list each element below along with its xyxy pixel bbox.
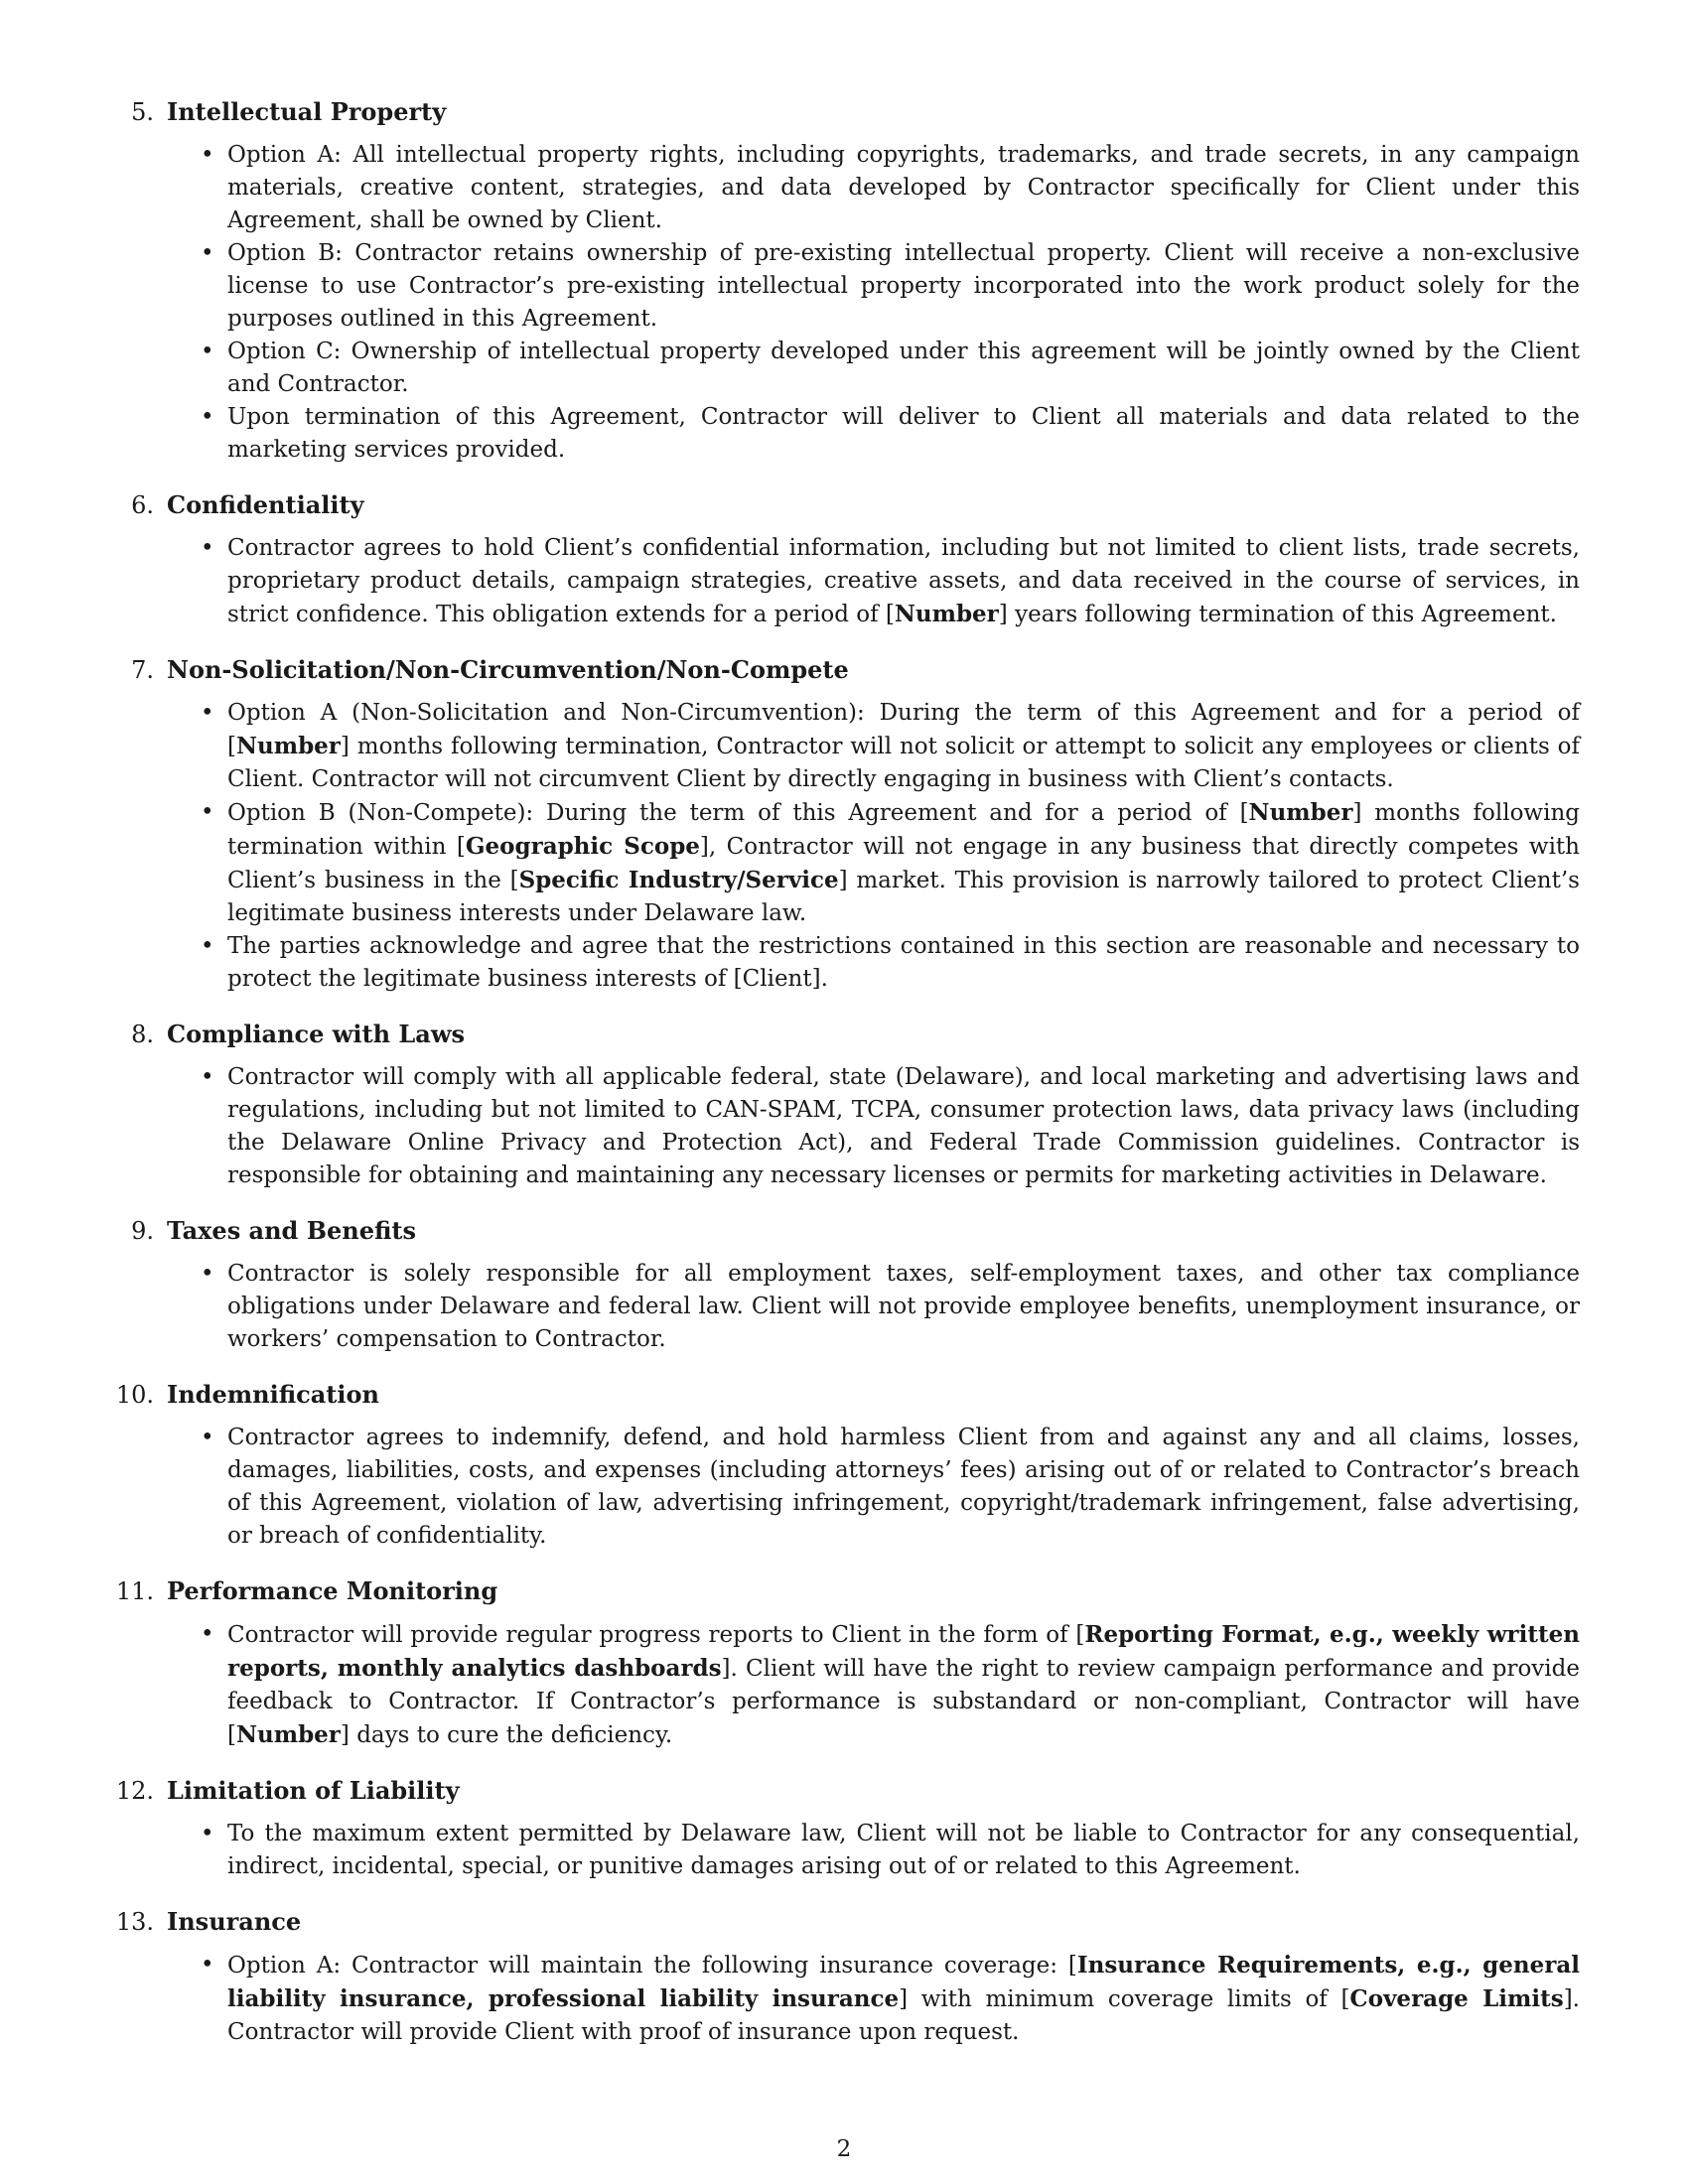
bullet-icon: • [201, 1821, 214, 1846]
clause-text: Option A (Non-Solicitation and Non-Circumvention): During the term of this Agreement and for a period of [ [227, 700, 1580, 759]
section-title: Performance Monitoring [167, 1576, 498, 1605]
placeholder-field: Geographic Scope [465, 833, 700, 860]
bullet-icon: • [201, 240, 214, 266]
clause-text: Contractor agrees to hold Client’s confidential information, including but not limited to client lists, trade secrets, proprietary product details, campaign strategies, creative assets, and data received in the course of services, in strict confidence. This obligation extends for a period of [ [227, 535, 1580, 627]
clause-text: ] months following termination, Contractor will not solicit or attempt to solicit any employees or clients of Client. Contractor will not circumvent Client by directly engaging in business with Client’s contacts. [227, 734, 1580, 792]
section-heading [0, 653, 1688, 687]
section-number: 8. [131, 1021, 154, 1048]
clause-text: ] with minimum coverage limits of [ [899, 1986, 1350, 2012]
clause-text: Option C: Ownership of intellectual property developed under this agreement will be jointly owned by the Client and Contractor. [227, 339, 1580, 397]
placeholder-field: Specific Industry/Service [518, 867, 839, 893]
clause-text: ]. Contractor will provide Client with proof of insurance upon request. [227, 1986, 1580, 2045]
section-title: Indemnification [167, 1380, 379, 1409]
section-title: Intellectual Property [167, 97, 447, 126]
section-number: 13. [115, 1908, 154, 1936]
section-title: Confidentiality [167, 490, 364, 519]
clause-text: To the maximum extent permitted by Delaware law, Client will not be liable to Contractor for any consequential, indirect, incidental, special, or punitive damages arising out of or related to this Agreement. [227, 1821, 1580, 1879]
section-heading [0, 1905, 1688, 1939]
page-number: 2 [836, 2136, 852, 2162]
clause-text: Contractor agrees to indemnify, defend, and hold harmless Client from and against any and all claims, losses, damages, liabilities, costs, and expenses (including attorneys’ fees) arising out of or related to Contractor’s breach of this Agreement, violation of law, advertising infringement, copyright/trademark infringement, false advertising, or breach of confidentiality. [227, 1425, 1580, 1549]
clause-text: Contractor will provide regular progress reports to Client in the form of [ [227, 1622, 1085, 1648]
list-item [201, 532, 1580, 631]
bullet-list [0, 139, 1688, 467]
clause-text: ], Contractor will not engage in any business that directly competes with Client’s business in the [ [227, 834, 1580, 893]
section-number: 9. [131, 1217, 154, 1245]
placeholder-field: Number [1248, 799, 1353, 826]
section-number: 12. [115, 1777, 154, 1805]
bullet-icon: • [201, 700, 214, 726]
section [0, 1378, 1688, 1553]
section-number: 6. [131, 491, 154, 519]
list-item [201, 930, 1580, 996]
bullet-icon: • [201, 1952, 214, 1978]
bullet-icon: • [201, 1621, 214, 1647]
section-number: 11. [115, 1577, 154, 1605]
bullet-icon: • [201, 933, 214, 959]
clause-text: Upon termination of this Agreement, Contractor will deliver to Client all materials and data related to the marketing services provided. [227, 404, 1580, 463]
list-item [201, 1422, 1580, 1553]
list-item [201, 697, 1580, 796]
section [0, 95, 1688, 467]
placeholder-field: Coverage Limits [1349, 1985, 1564, 2012]
section [0, 488, 1688, 631]
list-item [201, 336, 1580, 401]
clause-text: ] months following termination within [ [227, 800, 1581, 860]
list-item [201, 401, 1580, 467]
section-heading [0, 1574, 1688, 1608]
bullet-icon: • [201, 404, 214, 430]
clause-text: ]. Client will have the right to review campaign performance and provide feedback to Contractor. If Contractor’s performance is substandard or non-compliant, Contractor will have [ [227, 1656, 1580, 1748]
section-title: Non-Solicitation/Non-Circumvention/Non-Compete [167, 655, 849, 684]
placeholder-field: Number [894, 601, 999, 627]
section [0, 653, 1688, 996]
list-item [201, 139, 1580, 237]
section-number: 10. [115, 1381, 154, 1409]
bullet-list [0, 1258, 1688, 1356]
section-number: 7. [131, 656, 154, 684]
section [0, 1905, 1688, 2049]
clause-text: Option B (Non-Compete): During the term of this Agreement and for a period of [ [227, 800, 1249, 826]
section [0, 1774, 1688, 1883]
bullet-icon: • [201, 799, 214, 825]
placeholder-field: Reporting Format, e.g., weekly written reports, monthly analytics dashboards [227, 1621, 1581, 1682]
placeholder-field: Number [235, 1721, 341, 1748]
clause-text: Contractor will comply with all applicable federal, state (Delaware), and local marketing and advertising laws and regulations, including but not limited to CAN-SPAM, TCPA, consumer protection laws, data privacy laws (including the Delaware Online Privacy and Protection Act), and Federal Trade Commission guidelines. Contractor is responsible for obtaining and maintaining any necessary licenses or permits for marketing activities in Delaware. [227, 1064, 1580, 1188]
bullet-icon: • [201, 1261, 214, 1287]
clause-text: ] market. This provision is narrowly tailored to protect Client’s legitimate business interests under Delaware law. [227, 868, 1580, 926]
list-item [201, 1818, 1580, 1883]
list-item [201, 237, 1580, 336]
list-item [201, 1618, 1581, 1752]
bullet-icon: • [201, 142, 214, 168]
section [0, 1018, 1688, 1192]
section-number: 5. [131, 98, 154, 126]
section-title: Limitation of Liability [167, 1776, 460, 1805]
bullet-list [0, 1618, 1688, 1752]
clause-text: ] days to cure the deficiency. [340, 1722, 673, 1748]
section-heading [0, 1018, 1688, 1051]
list-item [201, 1258, 1580, 1356]
bullet-icon: • [201, 1425, 214, 1450]
bullet-list [0, 1818, 1688, 1883]
bullet-list [0, 1061, 1688, 1192]
section-title: Compliance with Laws [167, 1020, 466, 1048]
bullet-list [0, 1949, 1688, 2049]
bullet-icon: • [201, 1064, 214, 1090]
section-heading [0, 1214, 1688, 1248]
section-heading [0, 1774, 1688, 1808]
section-title: Insurance [167, 1907, 302, 1936]
bullet-icon: • [201, 339, 214, 364]
section-heading [0, 95, 1688, 129]
bullet-icon: • [201, 535, 214, 561]
section-heading [0, 1378, 1688, 1412]
placeholder-field: Insurance Requirements, e.g., general liability insurance, professional liability insurance [227, 1952, 1580, 2012]
section [0, 1574, 1688, 1752]
clause-text: Option B: Contractor retains ownership of pre-existing intellectual property. Client will receive a non-exclusive license to use Contractor’s pre-existing intellectual property incorporated into the work product solely for the purposes outlined in this Agreement. [227, 240, 1580, 332]
document-page [0, 95, 1688, 2071]
bullet-list [0, 1422, 1688, 1553]
section-title: Taxes and Benefits [167, 1216, 417, 1245]
bullet-list [0, 697, 1688, 996]
bullet-list [0, 532, 1688, 631]
list-item [201, 796, 1581, 930]
section [0, 1214, 1688, 1356]
placeholder-field: Number [235, 733, 341, 759]
list-item [201, 1061, 1580, 1192]
clause-text: The parties acknowledge and agree that the restrictions contained in this section are reasonable and necessary to protect the legitimate business interests of [Client]. [227, 933, 1580, 992]
list-item [201, 1949, 1580, 2049]
clause-text: ] years following termination of this Agreement. [998, 602, 1557, 627]
clause-text: Option A: All intellectual property rights, including copyrights, trademarks, and trade secrets, in any campaign materials, creative content, strategies, and data developed by Contractor specifically for Client under this Agreement, shall be owned by Client. [227, 142, 1580, 233]
clause-text: Option A: Contractor will maintain the following insurance coverage: [ [227, 1953, 1077, 1979]
clause-text: Contractor is solely responsible for all employment taxes, self-employment taxes, and other tax compliance obligations under Delaware and federal law. Client will not provide employee benefits, unemployment insurance, or workers’ compensation to Contractor. [227, 1261, 1580, 1352]
section-heading [0, 488, 1688, 522]
